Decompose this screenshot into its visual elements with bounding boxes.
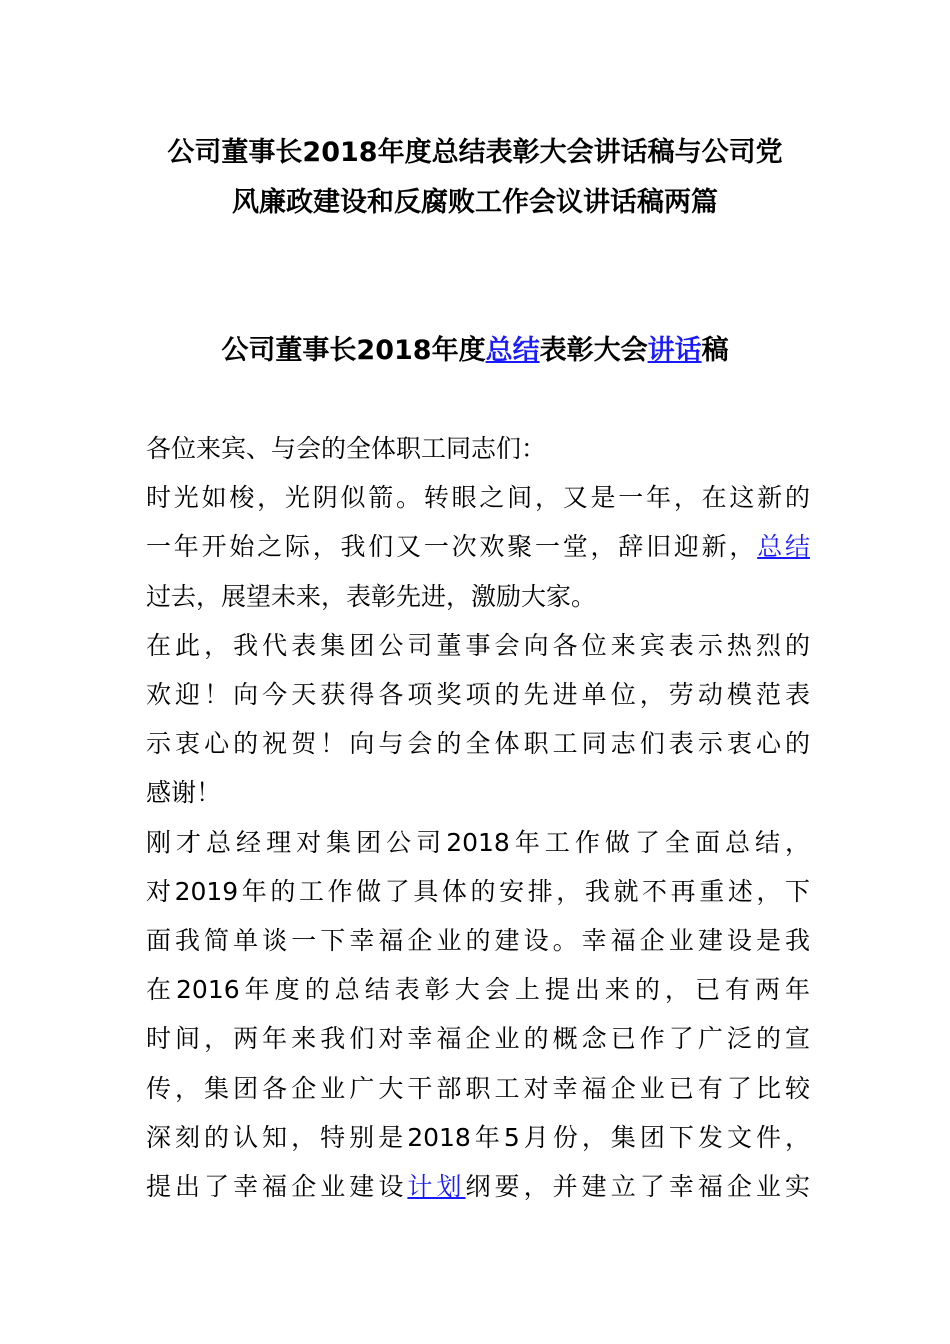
body-line: 欢迎！向今天获得各项奖项的先进单位，劳动模范表 bbox=[146, 680, 810, 710]
body-line: 示衷心的祝贺！向与会的全体职工同志们表示衷心的 bbox=[146, 729, 810, 759]
body-line bbox=[146, 1162, 810, 1211]
body-line bbox=[146, 522, 810, 571]
body-line: 传，集团各企业广大干部职工对幸福企业已有了比较 bbox=[146, 1073, 810, 1103]
document-title-line-1: 公司董事长2018年度总结表彰大会讲话稿与公司党 bbox=[167, 137, 783, 168]
section-title-part-3: 稿 bbox=[701, 335, 729, 366]
body-line: 对2019年的工作做了具体的安排，我就不再重述，下 bbox=[146, 876, 810, 906]
section-title-link-speech[interactable]: 讲话 bbox=[647, 335, 702, 366]
speech-body bbox=[146, 424, 810, 1211]
body-link-summary[interactable]: 总结 bbox=[757, 532, 810, 562]
section-title bbox=[140, 326, 810, 376]
body-line: 在此，我代表集团公司董事会向各位来宾表示热烈的 bbox=[146, 630, 810, 660]
body-line: 刚才总经理对集团公司2018年工作做了全面总结， bbox=[146, 827, 810, 857]
body-line: 感谢！ bbox=[146, 778, 222, 808]
section-title-link-summary[interactable]: 总结 bbox=[485, 335, 540, 366]
body-line: 深刻的认知，特别是2018年5月份，集团下发文件， bbox=[146, 1122, 810, 1152]
document-title bbox=[140, 128, 810, 228]
body-line: 面我简单谈一下幸福企业的建设。幸福企业建设是我 bbox=[146, 926, 810, 956]
body-link-plan[interactable]: 计划 bbox=[407, 1172, 466, 1202]
body-line-text: 提出了幸福企业建设 bbox=[146, 1172, 408, 1202]
body-line: 时光如梭，光阴似箭。转眼之间，又是一年，在这新的 bbox=[146, 483, 810, 513]
body-line: 时间，两年来我们对幸福企业的概念已作了广泛的宣 bbox=[146, 1024, 810, 1054]
section-title-part-2: 表彰大会 bbox=[539, 335, 648, 366]
body-line-text: 纲要，并建立了幸福企业实 bbox=[465, 1172, 810, 1202]
body-line: 过去，展望未来，表彰先进，激励大家。 bbox=[146, 581, 597, 611]
salutation-line: 各位来宾、与会的全体职工同志们： bbox=[146, 434, 547, 463]
section-title-part-1: 公司董事长2018年度 bbox=[221, 335, 486, 366]
body-line-text: 一年开始之际，我们又一次欢聚一堂，辞旧迎新， bbox=[146, 532, 758, 562]
document-title-line-2: 风廉政建设和反腐败工作会议讲话稿两篇 bbox=[232, 187, 718, 218]
body-line: 在2016年度的总结表彰大会上提出来的，已有两年 bbox=[146, 975, 810, 1005]
